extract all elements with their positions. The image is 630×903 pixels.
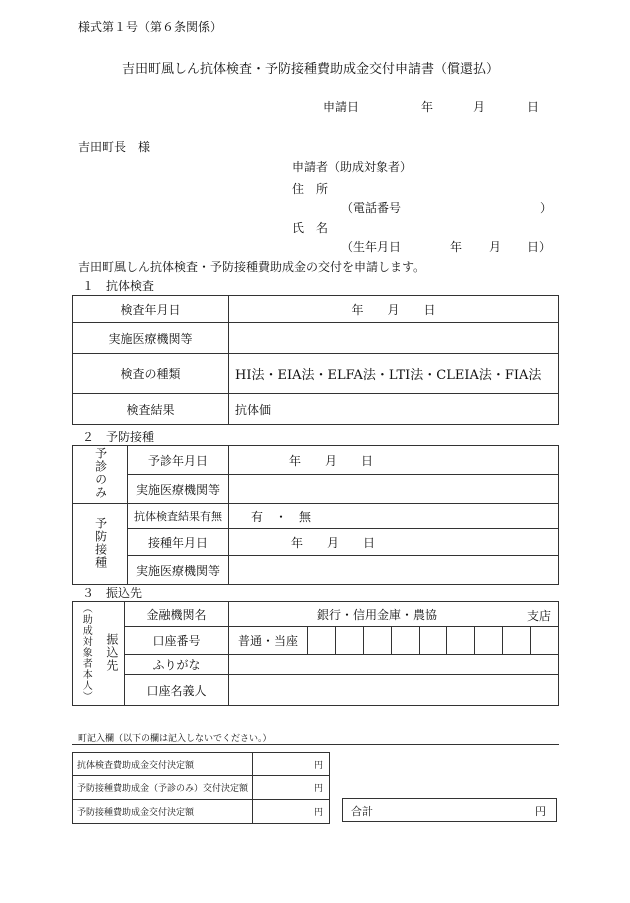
account-digit-cell[interactable]	[503, 627, 531, 655]
table-row	[73, 602, 559, 627]
office-use-heading: 町記入欄（以下の欄は記入しないでください。）	[78, 734, 272, 744]
prediagnosis-grant-amount: 円	[253, 776, 330, 800]
account-holder-label: 口座名義人	[125, 675, 229, 706]
table-row	[73, 800, 330, 824]
total-unit: 円	[535, 805, 546, 818]
total-box	[342, 798, 557, 822]
birth-label: （生年月日	[341, 240, 402, 254]
antibody-grant-amount: 円	[253, 753, 330, 776]
office-use-divider	[72, 744, 559, 745]
test-type-label: 検査の種類	[73, 354, 229, 394]
account-digit-cell[interactable]	[447, 627, 475, 655]
antibody-grant-label: 抗体検査費助成金交付決定額	[73, 753, 253, 776]
table-row	[73, 504, 559, 529]
branch-label: 支店	[526, 609, 551, 623]
total-label: 合計	[351, 805, 373, 818]
transfer-destination-label: 振込先	[99, 602, 125, 706]
office-use-table	[72, 752, 330, 824]
addressee: 吉田町長 様	[78, 140, 151, 154]
table-row	[73, 475, 559, 504]
test-institution-field[interactable]	[229, 323, 559, 354]
prediagnosis-grant-label: 予防接種費助成金（予診のみ）交付決定額	[73, 776, 253, 800]
account-digit-cell[interactable]	[308, 627, 336, 655]
prediagnosis-date-field[interactable]: 年 月 日	[229, 446, 559, 475]
table-row	[73, 776, 330, 800]
account-holder-field[interactable]	[229, 675, 559, 706]
bank-name-field[interactable]	[229, 602, 559, 627]
section3-heading: ３ 振込先	[82, 586, 143, 600]
table-row	[73, 394, 559, 425]
table-row	[73, 446, 559, 475]
antibody-result-choice[interactable]: 有 ・ 無	[229, 504, 559, 529]
vaccination-grant-amount: 円	[253, 800, 330, 824]
birth-day: 日）	[527, 240, 552, 254]
table-row	[73, 296, 559, 323]
account-digit-cell[interactable]	[363, 627, 391, 655]
account-type-choice[interactable]: 普通・当座	[229, 627, 308, 655]
antibody-result-label: 抗体検査結果有無	[128, 504, 229, 529]
application-date-day: 日	[527, 100, 540, 114]
table-row	[73, 627, 559, 655]
vaccination-table	[72, 445, 559, 585]
vaccination-institution-label: 実施医療機関等	[128, 556, 229, 585]
table-row	[73, 655, 559, 675]
phone-label: （電話番号	[341, 201, 402, 215]
account-digit-cell[interactable]	[335, 627, 363, 655]
prediagnosis-group-label: 予診のみ	[73, 446, 128, 504]
table-row	[73, 753, 330, 776]
account-digit-cell[interactable]	[419, 627, 447, 655]
address-label: 住 所	[292, 182, 329, 196]
section1-heading: １ 抗体検査	[82, 279, 155, 293]
table-row	[73, 354, 559, 394]
applicant-label: 申請者（助成対象者）	[292, 160, 413, 174]
account-owner-note: （助成対象者本人）	[73, 602, 99, 706]
prediagnosis-institution-label: 実施医療機関等	[128, 475, 229, 504]
table-row	[73, 675, 559, 706]
vaccination-institution-field[interactable]	[229, 556, 559, 585]
test-result-field[interactable]: 抗体価	[229, 394, 559, 425]
application-date-month: 月	[473, 100, 486, 114]
prediagnosis-date-label: 予診年月日	[128, 446, 229, 475]
phone-close: ）	[540, 201, 553, 215]
statement: 吉田町風しん抗体検査・予防接種費助成金の交付を申請します。	[78, 260, 426, 274]
vaccination-group-label: 予防接種	[73, 504, 128, 585]
form-number: 様式第１号（第６条関係）	[78, 20, 223, 34]
birth-month: 月	[489, 240, 502, 254]
test-date-field[interactable]: 年 月 日	[229, 296, 559, 323]
application-date-label: 申請日	[323, 100, 360, 114]
test-institution-label: 実施医療機関等	[73, 323, 229, 354]
prediagnosis-institution-field[interactable]	[229, 475, 559, 504]
application-date-year: 年	[421, 100, 434, 114]
table-row	[73, 556, 559, 585]
vaccination-date-label: 接種年月日	[128, 529, 229, 556]
account-digit-cell[interactable]	[475, 627, 503, 655]
furigana-label: ふりがな	[125, 655, 229, 675]
section2-heading: ２ 予防接種	[82, 430, 155, 444]
table-row	[73, 323, 559, 354]
account-digit-cell[interactable]	[391, 627, 419, 655]
page-title: 吉田町風しん抗体検査・予防接種費助成金交付申請書（償還払）	[122, 62, 500, 77]
test-type-options[interactable]: HI法・EIA法・ELFA法・LTI法・CLEIA法・FIA法	[229, 354, 559, 394]
test-result-label: 検査結果	[73, 394, 229, 425]
antibody-test-table	[72, 295, 559, 425]
furigana-field[interactable]	[229, 655, 559, 675]
account-number-label: 口座番号	[125, 627, 229, 655]
vaccination-date-field[interactable]: 年 月 日	[229, 529, 559, 556]
birth-year: 年	[450, 240, 463, 254]
bank-name-label: 金融機関名	[125, 602, 229, 627]
bank-type-options: 銀行・信用金庫・農協	[317, 607, 438, 622]
vaccination-grant-label: 予防接種費助成金交付決定額	[73, 800, 253, 824]
account-digit-cell[interactable]	[531, 627, 559, 655]
table-row	[73, 529, 559, 556]
bank-transfer-table	[72, 601, 559, 706]
test-date-label: 検査年月日	[73, 296, 229, 323]
name-label: 氏 名	[292, 221, 329, 235]
